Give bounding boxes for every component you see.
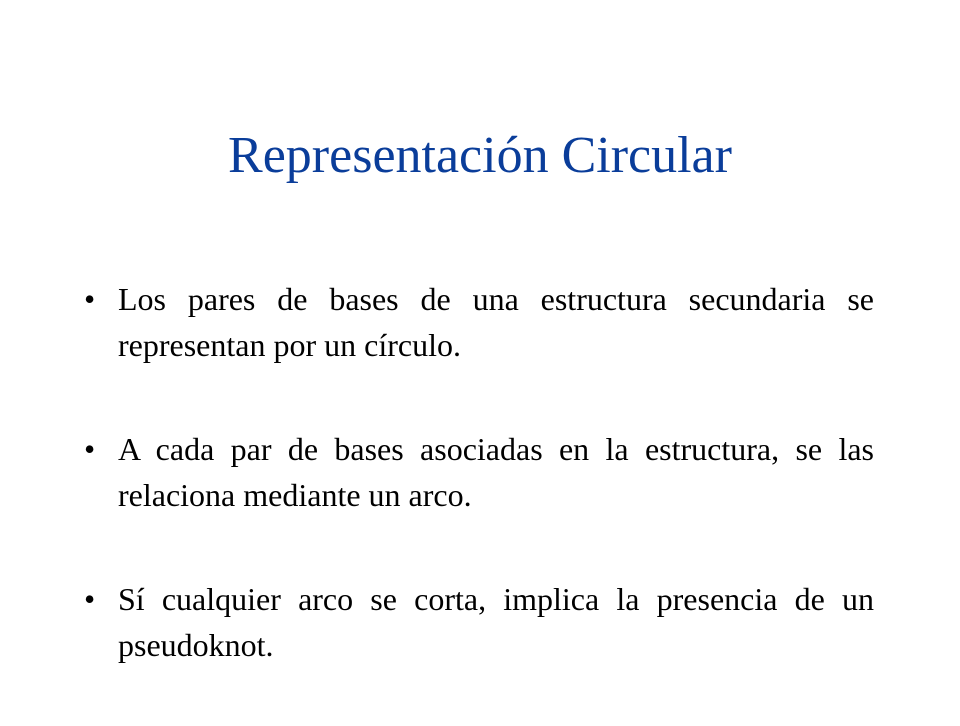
bullet-marker: • [84,581,96,617]
bullet-list [84,276,874,726]
bullet-item [84,276,874,368]
bullet-text: A cada par de bases asociadas en la estructura, se las relaciona mediante un arco. [118,431,874,513]
bullet-item [84,576,874,668]
bullet-marker: • [84,281,96,317]
bullet-text: Los pares de bases de una estructura secundaria se representan por un círculo. [118,281,874,363]
bullet-marker: • [84,431,96,467]
bullet-item [84,426,874,518]
bullet-text: Sí cualquier arco se corta, implica la presencia de un pseudoknot. [118,581,874,663]
slide-title: Representación Circular [228,127,732,184]
